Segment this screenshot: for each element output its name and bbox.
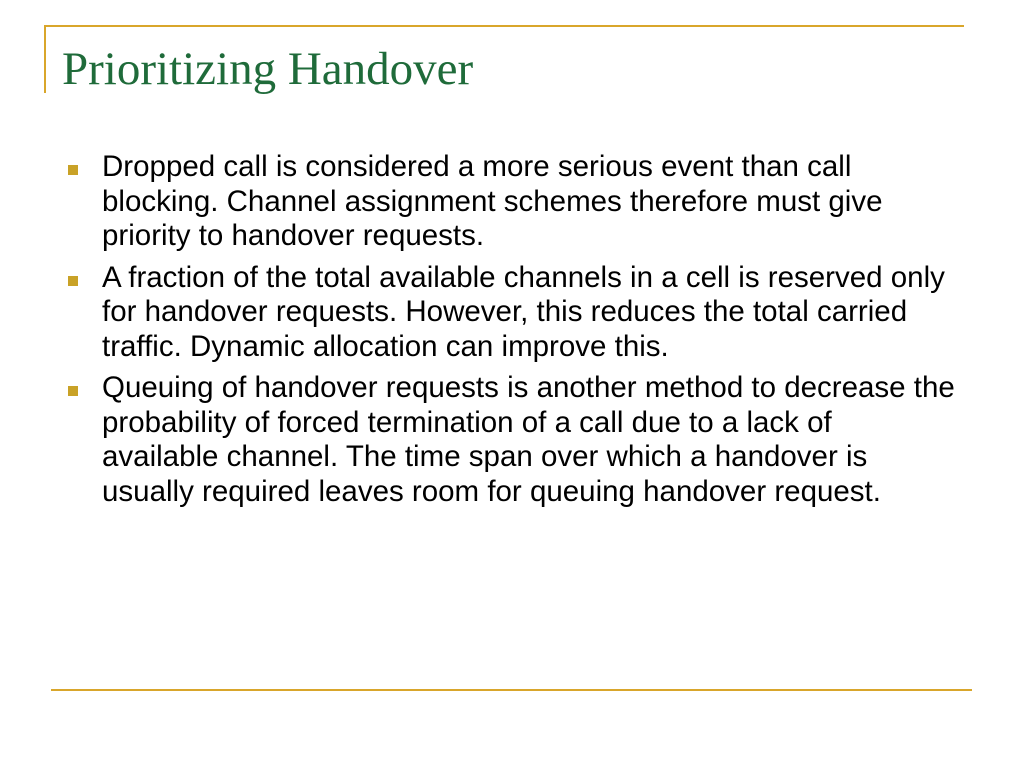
square-bullet-icon <box>68 165 78 175</box>
left-rule <box>44 25 46 93</box>
bullet-item <box>66 150 956 254</box>
bullet-text: Queuing of handover requests is another method to decrease the probability of forced termination of a call due to a lack of available channel. The time span over which a handover is usually required leaves room for queuing handover request. <box>102 371 955 508</box>
bullet-text: Dropped call is considered a more serious event than call blocking. Channel assignment schemes therefore must give priority to handover requests. <box>102 150 883 252</box>
bullet-list <box>66 150 956 516</box>
bullet-item <box>66 261 956 365</box>
square-bullet-icon <box>68 386 78 396</box>
slide-title: Prioritizing Handover <box>62 43 474 95</box>
top-rule <box>44 25 964 27</box>
bullet-item <box>66 371 956 509</box>
bullet-text: A fraction of the total available channels in a cell is reserved only for handover requests. However, this reduces the total carried traffic. Dynamic allocation can improve this. <box>102 260 945 363</box>
square-bullet-icon <box>68 276 78 286</box>
bottom-rule <box>51 689 972 691</box>
